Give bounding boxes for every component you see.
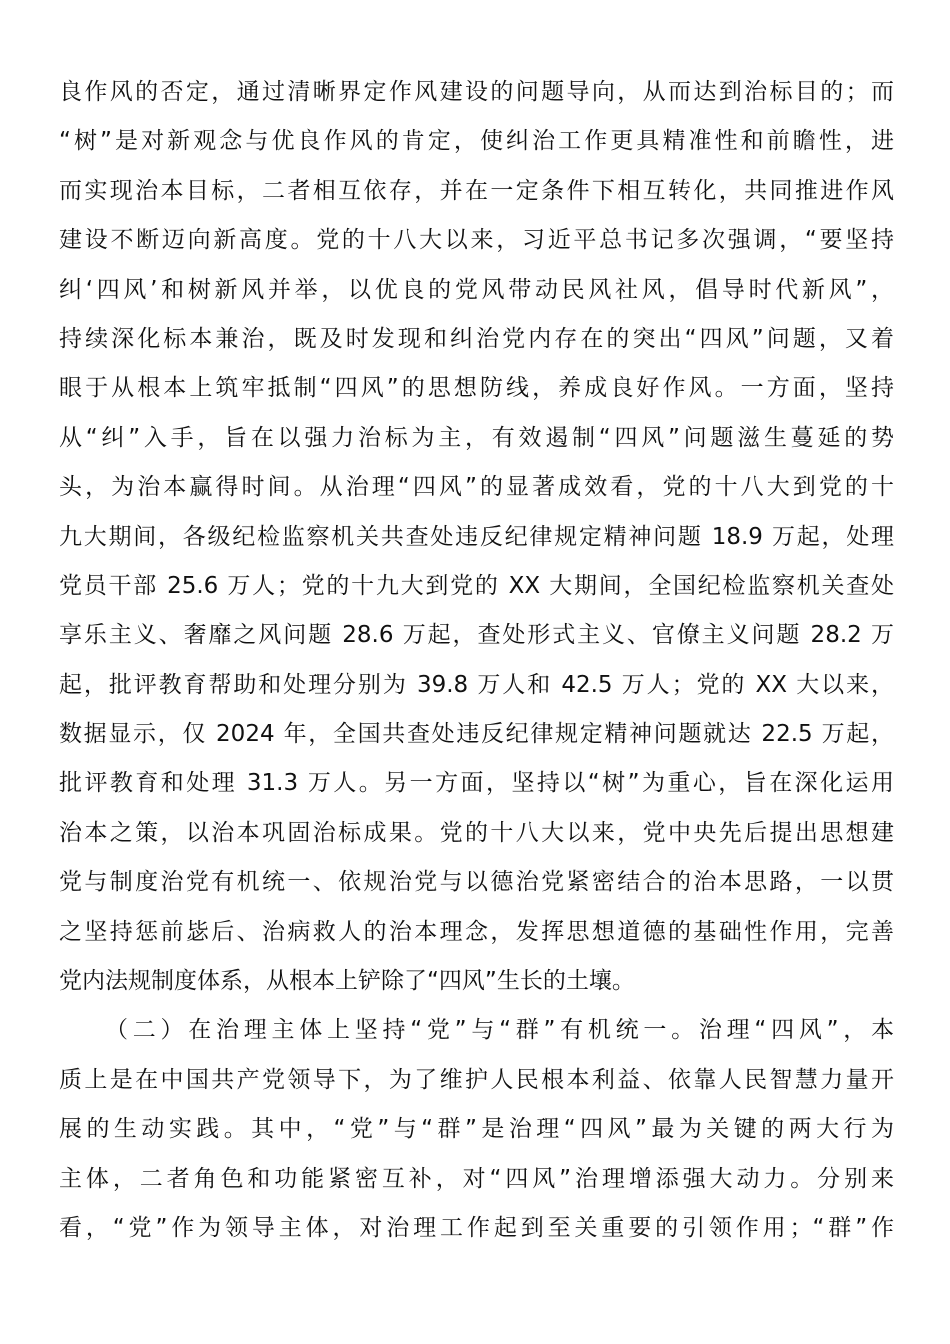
text-line: 建设不断迈向新高度。党的十八大以来，习近平总书记多次强调，“要坚持 [59, 227, 894, 254]
text-line: 批评教育和处理 31.3 万人。另一方面，坚持以“树”为重心，旨在深化运用 [59, 770, 894, 797]
text-line: （二）在治理主体上坚持“党”与“群”有机统一。治理“四风”，本 [105, 1017, 894, 1044]
text-line: 看，“党”作为领导主体，对治理工作起到至关重要的引领作用；“群”作 [59, 1214, 894, 1241]
text-line: 纠‘四风’和树新风并举，以优良的党风带动民风社风，倡导时代新风”， [59, 276, 894, 303]
text-line: 党内法规制度体系，从根本上铲除了“四风”生长的土壤。 [59, 968, 635, 995]
text-line: 展的生动实践。其中，“党”与“群”是治理“四风”最为关键的两大行为 [59, 1116, 894, 1143]
text-line: 而实现治本目标，二者相互依存，并在一定条件下相互转化，共同推进作风 [59, 177, 894, 204]
text-line: “树”是对新观念与优良作风的肯定，使纠治工作更具精准性和前瞻性，进 [59, 128, 894, 155]
text-line: 享乐主义、奢靡之风问题 28.6 万起，查处形式主义、官僚主义问题 28.2 万 [59, 622, 894, 649]
text-line: 党与制度治党有机统一、依规治党与以德治党紧密结合的治本思路，一以贯 [59, 869, 894, 896]
text-line: 良作风的否定，通过清晰界定作风建设的问题导向，从而达到治标目的；而 [59, 79, 894, 105]
body-text [59, 68, 894, 1253]
text-line: 党员干部 25.6 万人；党的十九大到党的 XX 大期间，全国纪检监察机关查处 [59, 572, 894, 599]
text-line: 起，批评教育帮助和处理分别为 39.8 万人和 42.5 万人；党的 XX 大以来， [59, 671, 894, 698]
paragraph-1 [59, 68, 894, 1006]
text-line: 主体，二者角色和功能紧密互补，对“四风”治理增添强大动力。分别来 [59, 1165, 894, 1192]
text-line: 持续深化标本兼治，既及时发现和纠治党内存在的突出“四风”问题，又着 [59, 325, 894, 352]
text-line: 治本之策，以治本巩固治标成果。党的十八大以来，党中央先后提出思想建 [59, 819, 894, 846]
text-line: 质上是在中国共产党领导下，为了维护人民根本利益、依靠人民智慧力量开 [59, 1066, 894, 1093]
text-line: 九大期间，各级纪检监察机关共查处违反纪律规定精神问题 18.9 万起，处理 [59, 523, 894, 550]
text-line: 从“纠”入手，旨在以强力治标为主，有效遏制“四风”问题滋生蔓延的势 [59, 424, 894, 451]
text-line: 之坚持惩前毖后、治病救人的治本理念，发挥思想道德的基础性作用，完善 [59, 918, 894, 945]
text-line: 眼于从根本上筑牢抵制“四风”的思想防线，养成良好作风。一方面，坚持 [59, 375, 894, 402]
text-line: 头，为治本赢得时间。从治理“四风”的显著成效看，党的十八大到党的十 [59, 474, 894, 501]
text-line: 数据显示，仅 2024 年，全国共查处违反纪律规定精神问题就达 22.5 万起， [59, 721, 894, 748]
paragraph-2 [59, 1006, 894, 1253]
